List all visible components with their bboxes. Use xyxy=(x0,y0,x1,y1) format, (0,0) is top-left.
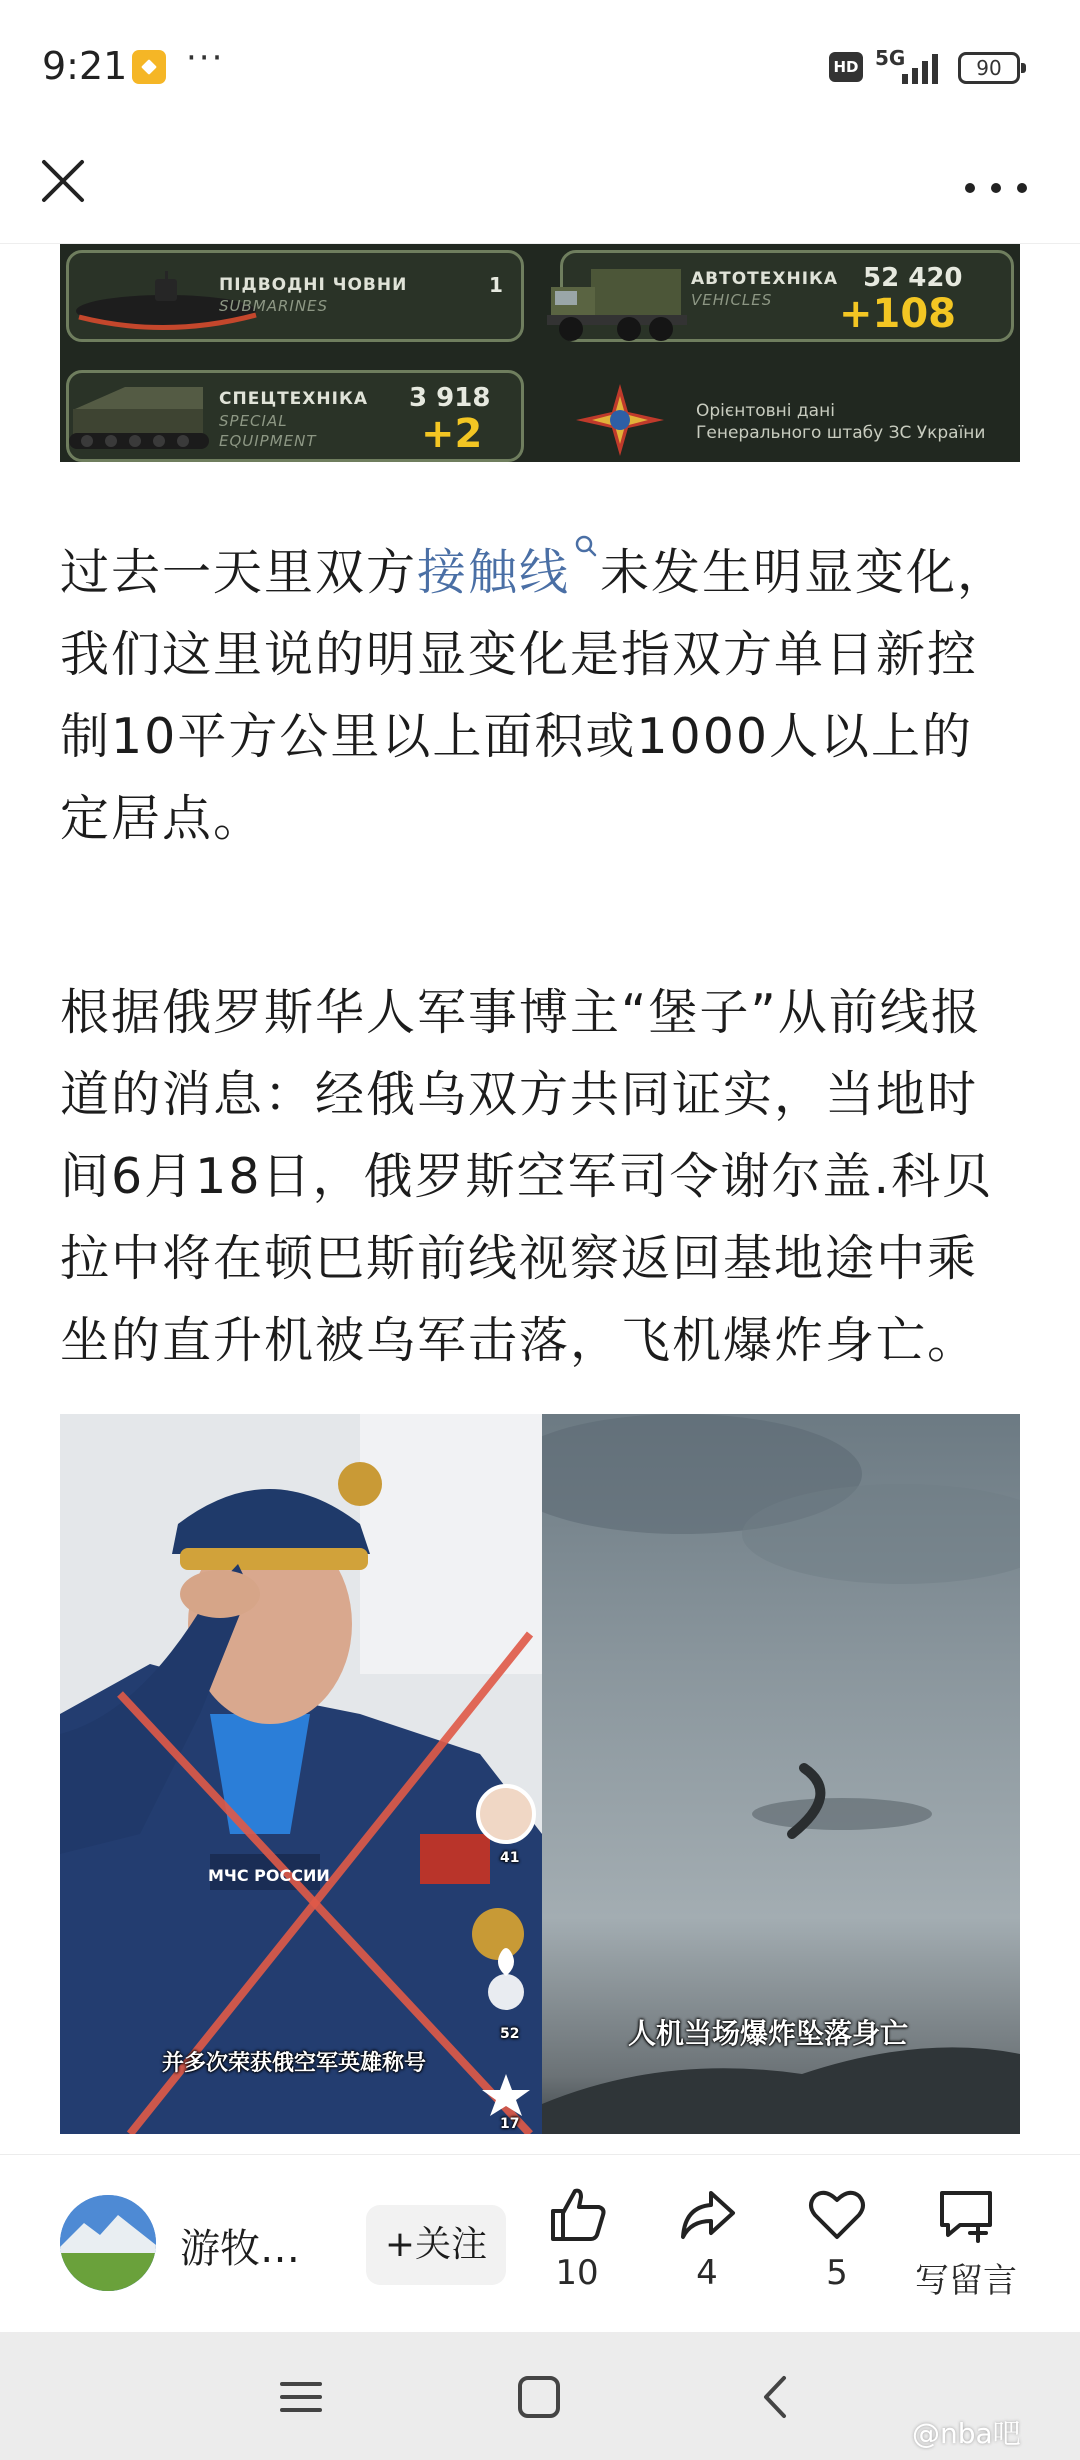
left-caption: 并多次荣获俄空军英雄称号 xyxy=(162,2051,427,2076)
share-icon xyxy=(675,2183,739,2247)
notification-app-icon xyxy=(132,50,166,84)
panel-special-equipment xyxy=(66,370,524,462)
close-icon[interactable] xyxy=(30,146,110,226)
truck-icon xyxy=(541,263,691,353)
panel-subtitle: SUBMARINES xyxy=(219,297,329,315)
watermark: @nba吧 xyxy=(912,2417,1021,2450)
banner-note-line2: Генерального штабу ЗС України xyxy=(696,423,986,443)
like-button[interactable] xyxy=(522,2183,632,2313)
badge-text: МЧС РОССИИ xyxy=(208,1866,330,1885)
follow-button[interactable]: +关注 xyxy=(366,2205,506,2285)
article-body[interactable] xyxy=(0,244,1080,2154)
share-button[interactable] xyxy=(652,2183,762,2313)
helicopter-photo xyxy=(542,1414,1020,2134)
panel-vehicles xyxy=(560,250,1014,342)
comments-count: 52 xyxy=(500,2026,520,2042)
engineering-vehicle-icon xyxy=(65,379,215,459)
author-name[interactable]: 游牧… xyxy=(180,2226,300,2272)
panel-delta: +108 xyxy=(839,291,957,337)
paragraph-text: 过去一天里双方 xyxy=(60,544,418,601)
panel-subtitle: VEHICLES xyxy=(691,291,773,309)
right-caption: 人机当场爆炸坠落身亡 xyxy=(628,2017,909,2050)
more-icon[interactable] xyxy=(956,156,1036,216)
comment-label: 写留言 xyxy=(915,2261,1017,2301)
paragraph-text: 未发生明显变化，我们这里说的明显变化是指双方单日新控制10平方公里以上面积或1000人以上的定居点。 xyxy=(60,544,1009,847)
panel-title: ПІДВОДНІ ЧОВНИ xyxy=(219,275,408,295)
favorite-button[interactable] xyxy=(782,2183,892,2313)
panel-subtitle: SPECIAL EQUIPMENT xyxy=(219,412,317,450)
back-icon[interactable] xyxy=(742,2362,812,2432)
officer-figure xyxy=(60,1414,542,2134)
panel-value: 3 918 xyxy=(409,383,491,413)
general-staff-emblem-icon xyxy=(574,382,666,458)
battery-icon: 90 xyxy=(958,52,1020,84)
signal-icon xyxy=(900,52,944,84)
menu-icon[interactable] xyxy=(266,2362,336,2432)
banner-note-line1: Орієнтовні дані xyxy=(696,401,835,421)
action-bar xyxy=(0,2154,1080,2332)
search-icon[interactable] xyxy=(570,532,600,572)
panel-title: СПЕЦТЕХНІКА xyxy=(219,389,369,409)
favorite-count: 5 xyxy=(826,2253,848,2293)
losses-infographic xyxy=(60,244,1020,462)
panel-delta: +2 xyxy=(421,411,483,457)
status-bar xyxy=(0,0,1080,136)
article-paragraph xyxy=(60,532,1022,860)
panel-title: АВТОТЕХНІКА xyxy=(691,269,839,289)
hd-badge: HD xyxy=(829,52,863,82)
panel-submarines xyxy=(66,250,524,342)
favorites-count: 17 xyxy=(500,2116,520,2132)
home-icon[interactable] xyxy=(504,2362,574,2432)
status-overflow: ··· xyxy=(186,38,225,78)
officer-photo xyxy=(60,1414,542,2134)
article-image[interactable] xyxy=(60,1414,1020,2134)
avatar[interactable] xyxy=(60,2195,156,2291)
comment-button[interactable] xyxy=(906,2183,1026,2313)
panel-value: 1 xyxy=(489,273,503,297)
likes-count: 41 xyxy=(500,1850,520,1866)
network-type: 5G xyxy=(875,46,906,70)
heart-icon xyxy=(805,2183,869,2247)
avatar-image xyxy=(60,2195,156,2291)
comment-add-icon xyxy=(934,2183,998,2247)
share-count: 4 xyxy=(696,2253,718,2293)
app-bar xyxy=(0,136,1080,244)
like-count: 10 xyxy=(555,2253,599,2293)
thumbs-up-icon xyxy=(545,2183,609,2247)
panel-value: 52 420 xyxy=(863,263,963,293)
contact-line-link[interactable]: 接触线 xyxy=(417,544,571,601)
status-time: 9:21 xyxy=(42,44,128,88)
article-paragraph: 根据俄罗斯华人军事博主“堡子”从前线报道的消息：经俄乌双方共同证实，当地时间6月18日，俄罗斯空军司令谢尔盖.科贝拉中将在顿巴斯前线视察返回基地途中乘坐的直升机被乌军击落，飞机爆炸身亡。 xyxy=(60,984,994,1369)
